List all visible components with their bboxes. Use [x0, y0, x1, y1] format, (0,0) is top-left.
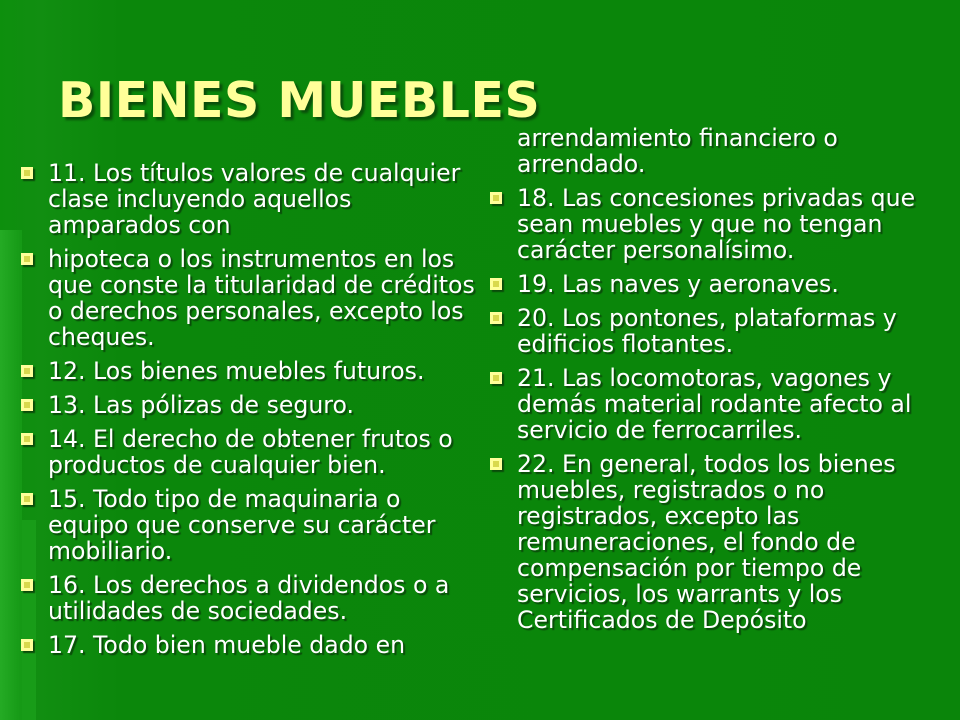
square-bullet-icon	[21, 493, 33, 505]
list-item-text: 19. Las naves y aeronaves.	[517, 270, 839, 298]
list-item-continuation	[485, 125, 955, 177]
list-item	[485, 451, 955, 633]
square-bullet-icon	[490, 312, 502, 324]
list-item	[485, 365, 955, 443]
list-item	[485, 185, 955, 263]
list-item-text: 18. Las concesiones privadas que sean muebles y que no tengan carácter personalísimo.	[517, 184, 916, 264]
square-bullet-icon	[490, 458, 502, 470]
square-bullet-icon	[490, 192, 502, 204]
square-bullet-icon	[21, 579, 33, 591]
list-item-text: 13. Las pólizas de seguro.	[48, 391, 355, 419]
list-item	[485, 305, 955, 357]
list-item	[16, 426, 478, 478]
list-item	[16, 392, 478, 418]
list-item-text: 15. Todo tipo de maquinaria o equipo que conserve su carácter mobiliario.	[48, 485, 436, 565]
list-item	[16, 246, 478, 350]
list-item-text: 11. Los títulos valores de cualquier clase incluyendo aquellos amparados con	[48, 159, 461, 239]
list-item-text: 17. Todo bien mueble dado en	[48, 631, 406, 659]
list-item-text: 14. El derecho de obtener frutos o productos de cualquier bien.	[48, 425, 453, 479]
left-column-list	[16, 160, 478, 666]
square-bullet-icon	[490, 278, 502, 290]
square-bullet-icon	[21, 253, 33, 265]
list-item-text: hipoteca o los instrumentos en los que conste la titularidad de créditos o derechos personales, excepto los cheques.	[48, 245, 475, 351]
square-bullet-icon	[21, 167, 33, 179]
list-item-text: 22. En general, todos los bienes muebles, registrados o no registrados, excepto las remuneraciones, el fondo de compensación por tiempo de servicios, los warrants y los Certificados de Depósito	[517, 450, 896, 634]
square-bullet-icon	[490, 372, 502, 384]
list-item	[16, 572, 478, 624]
square-bullet-icon	[21, 399, 33, 411]
list-item	[16, 358, 478, 384]
list-item	[16, 632, 478, 658]
list-item-text: 20. Los pontones, plataformas y edificios flotantes.	[517, 304, 897, 358]
list-item-text: 21. Las locomotoras, vagones y demás material rodante afecto al servicio de ferrocarriles.	[517, 364, 912, 444]
list-item-text: arrendamiento financiero o arrendado.	[517, 124, 838, 178]
square-bullet-icon	[21, 365, 33, 377]
list-item	[485, 271, 955, 297]
list-item-text: 16. Los derechos a dividendos o a utilidades de sociedades.	[48, 571, 450, 625]
list-item	[16, 486, 478, 564]
square-bullet-icon	[21, 433, 33, 445]
right-column-list	[485, 125, 955, 641]
list-item	[16, 160, 478, 238]
list-item-text: 12. Los bienes muebles futuros.	[48, 357, 425, 385]
square-bullet-icon	[21, 639, 33, 651]
slide-title: BIENES MUEBLES	[58, 72, 541, 129]
